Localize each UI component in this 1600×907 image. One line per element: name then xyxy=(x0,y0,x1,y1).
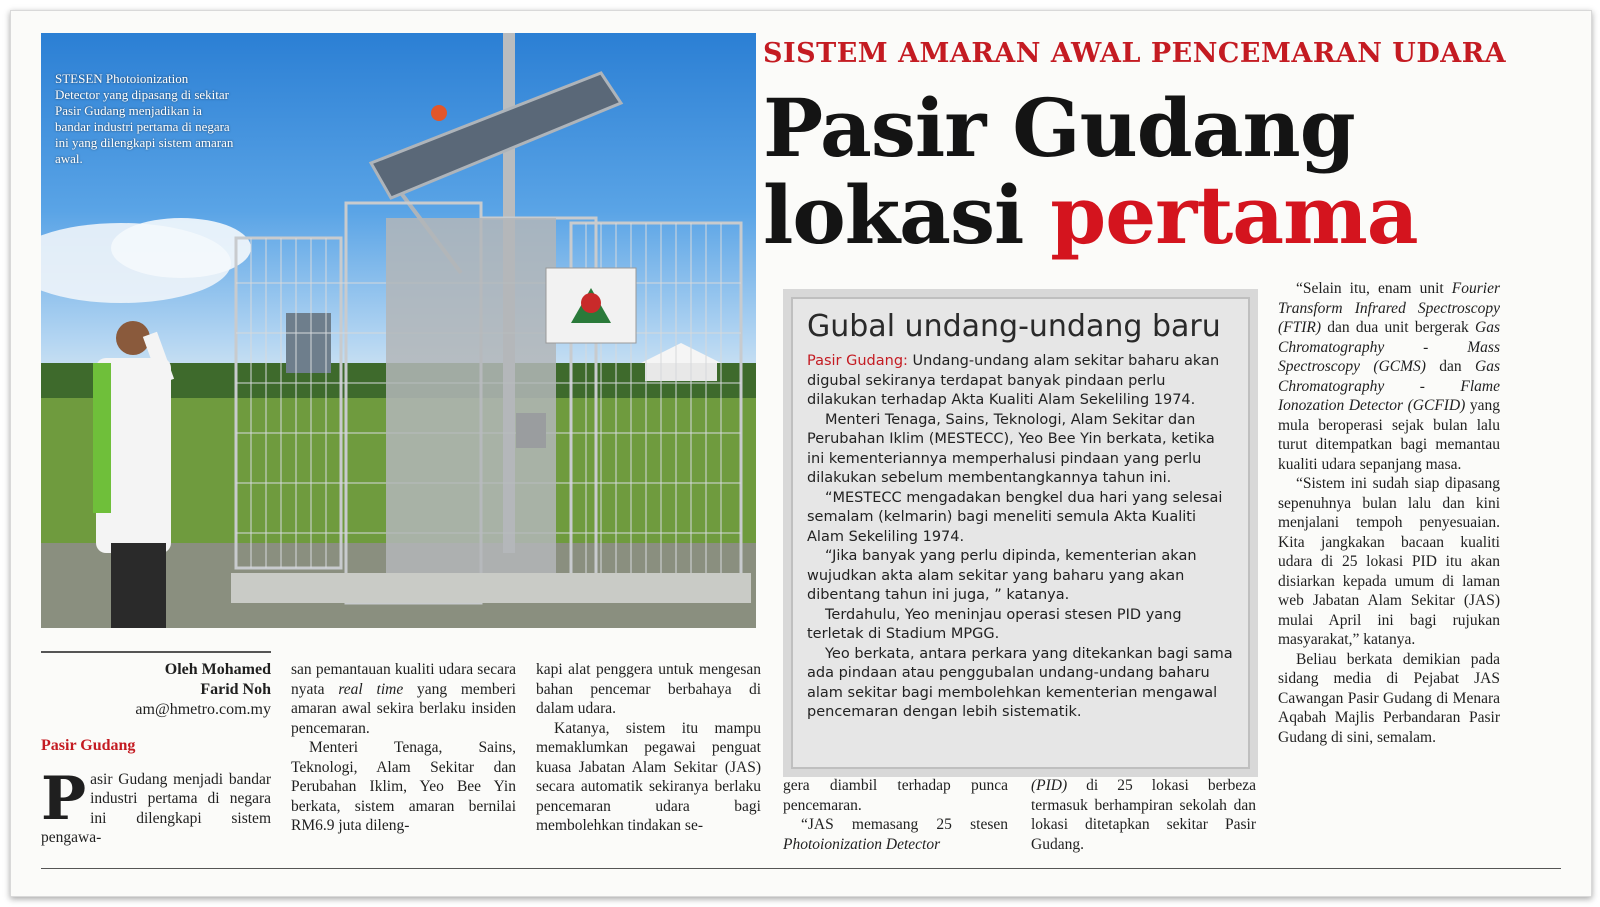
col2-paragraph-1 xyxy=(291,660,516,738)
sidebar-paragraph-5: Terdahulu, Yeo meninjau operasi stesen PID yang terletak di Stadium MPGG. xyxy=(807,606,1182,642)
col6-paragraph-3: Beliau berkata demikian pada sidang media di Pejabat JAS Cawangan Pasir Gudang di Menara Aqabah Majlis Perbandaran Pasir Gudang di sini, semalam. xyxy=(1278,650,1500,746)
article-page xyxy=(41,33,1561,878)
col6-paragraph-2: “Sistem ini sudah siap dipasang sepenuhnya bulan lalu dan kini menjalani tempoh penyesuaian. Kita jangkakan bacaan kualiti udara di 25 lokasi PID itu akan disiarkan kepada umum di laman web Jabatan Alam Sekitar (JAS) mulai April ini bagi rujukan masyarakat,” katanya. xyxy=(1278,475,1500,648)
byline-name-2: Farid Noh xyxy=(200,681,271,698)
photo-caption: STESEN Photoionization Detector yang dipasang di sekitar Pasir Gudang menjadikan ia bandar industri pertama di negara ini yang dilengkapi sistem amaran awal. xyxy=(55,71,234,166)
sidebar-paragraph-6: Yeo berkata, antara perkara yang ditekankan bagi sama ada pindaan atau penggubalan undang-undang baharu alam sekitar bagi membolehkan kementerian mengawal pencemaran dengan lebih sistematik. xyxy=(807,645,1233,720)
dateline-location: Pasir Gudang xyxy=(41,737,136,754)
article-photo xyxy=(41,33,756,628)
article-column-3 xyxy=(536,660,761,836)
col6-p1-c: dan xyxy=(1425,358,1476,375)
sidebar-location: Pasir Gudang: xyxy=(807,353,908,369)
col6-p1-a: “Selain itu, enam unit xyxy=(1296,280,1452,297)
col6-p1-italic-2: Gas Chromatography - Mass Spectroscopy (GCMS) xyxy=(1278,319,1500,375)
sidebar-paragraph-3: “MESTECC mengadakan bengkel dua hari yang selesai semalam (kelmarin) bagi meneliti semula Akta Kualiti Alam Sekeliling 1974. xyxy=(807,489,1223,545)
col6-p1-italic-3: Gas Chromatography - Flame Ionozation Detector (GCFID) xyxy=(1278,358,1500,414)
article-column-5 xyxy=(1031,776,1256,854)
col5-p1-italic: (PID) xyxy=(1031,777,1068,794)
lead-text: asir Gudang menjadi bandar industri pertama di negara ini dilengkapi sistem pengawa- xyxy=(41,770,271,846)
sidebar-paragraph-2: Menteri Tenaga, Sains, Teknologi, Alam Sekitar dan Perubahan Iklim (MESTECC), Yeo Bee Yin berkata, ketika ini kementeriannya memperhalusi pindaan yang perlu dilakukan sebelum membentangkannya tahun ini. xyxy=(807,411,1215,486)
col5-paragraph-1 xyxy=(1031,776,1256,854)
sidebar-paragraph-1 xyxy=(807,352,1234,411)
col5-p1-b: di 25 lokasi berbeza termasuk berhampiran sekolah dan lokasi ditetapkan sekitar Pasir Gudang. xyxy=(1031,777,1256,853)
byline-name-1: Oleh Mohamed xyxy=(164,661,271,678)
col6-p1-b: dan dua unit bergerak xyxy=(1321,319,1476,336)
col6-paragraph-1 xyxy=(1278,279,1500,474)
col2-p1-b: yang memberi amaran awal sekira berlaku insiden pencemaran. xyxy=(291,680,516,737)
sidebar-title: Gubal undang-undang baru xyxy=(807,309,1221,344)
headline-kicker: SISTEM AMARAN AWAL PENCEMARAN UDARA xyxy=(763,38,1507,69)
col6-p1-d: yang mula beroperasi sejak bulan lalu turut ditempatkan bagi memantau kualiti udara sepanjang masa. xyxy=(1278,397,1500,473)
bottom-rule xyxy=(41,868,1561,869)
col2-p1-a: san pemantauan kualiti udara secara nyata xyxy=(291,661,516,698)
sidebar-box xyxy=(783,289,1258,777)
sidebar-p1-text: Undang-undang alam sekitar baharu akan digubal sekiranya terdapat banyak pindaan perlu dilakukan terhadap Akta Kualiti Alam Sekeliling 1974. xyxy=(807,353,1220,408)
article-column-6 xyxy=(1278,279,1500,747)
col4-p2-italic: Photoionization Detector xyxy=(783,835,941,853)
headline-line-2-black: lokasi xyxy=(763,168,1051,262)
sidebar-box-inner xyxy=(791,297,1250,769)
drop-cap: P xyxy=(41,763,87,834)
article-column-1 xyxy=(41,660,271,848)
col4-paragraph-1: gera diambil terhadap puncа pencemaran. xyxy=(783,777,1008,814)
headline-line-2 xyxy=(763,168,1418,262)
headline-line-1: Pasir Gudang xyxy=(763,81,1355,175)
col3-paragraph-2: Katanya, sistem itu mampu memaklumkan pegawai penguat kuasa Jabatan Alam Sekitar (JAS) secara automatik sekiranya berlaku pencemaran udara bagi membolehkan tindakan se- xyxy=(536,719,761,834)
col4-paragraph-2 xyxy=(783,815,1008,854)
lead-paragraph xyxy=(41,763,271,848)
sidebar-paragraph-4: “Jika banyak yang perlu dipinda, kementerian akan wujudkan akta alam sekitar yang baharu yang akan dibentang tahun ini juga, ” katanya. xyxy=(807,548,1197,603)
col4-p2-a: “JAS memasang 25 stesen xyxy=(801,816,1008,833)
col6-p1-italic-1: Fourier Transform Infrared Spectroscopy (FTIR) xyxy=(1278,280,1500,336)
col3-paragraph-1: kapi alat penggera untuk mengesan bahan pencemar berbahaya di dalam udara. xyxy=(536,661,761,717)
byline-rule xyxy=(41,651,271,653)
headline-line-2-red: pertama xyxy=(1050,168,1418,262)
col2-paragraph-2: Menteri Tenaga, Sains, Teknologi, Alam Sekitar dan Perubahan Iklim, Yeo Bee Yin berkata, sistem amaran bernilai RM6.9 juta dileng- xyxy=(291,739,516,834)
article-column-4 xyxy=(783,776,1008,854)
article-column-2 xyxy=(291,660,516,836)
byline-email: am@hmetro.com.my xyxy=(135,701,271,718)
col2-p1-italic: real time xyxy=(338,680,404,698)
newspaper-clipping xyxy=(10,10,1592,897)
